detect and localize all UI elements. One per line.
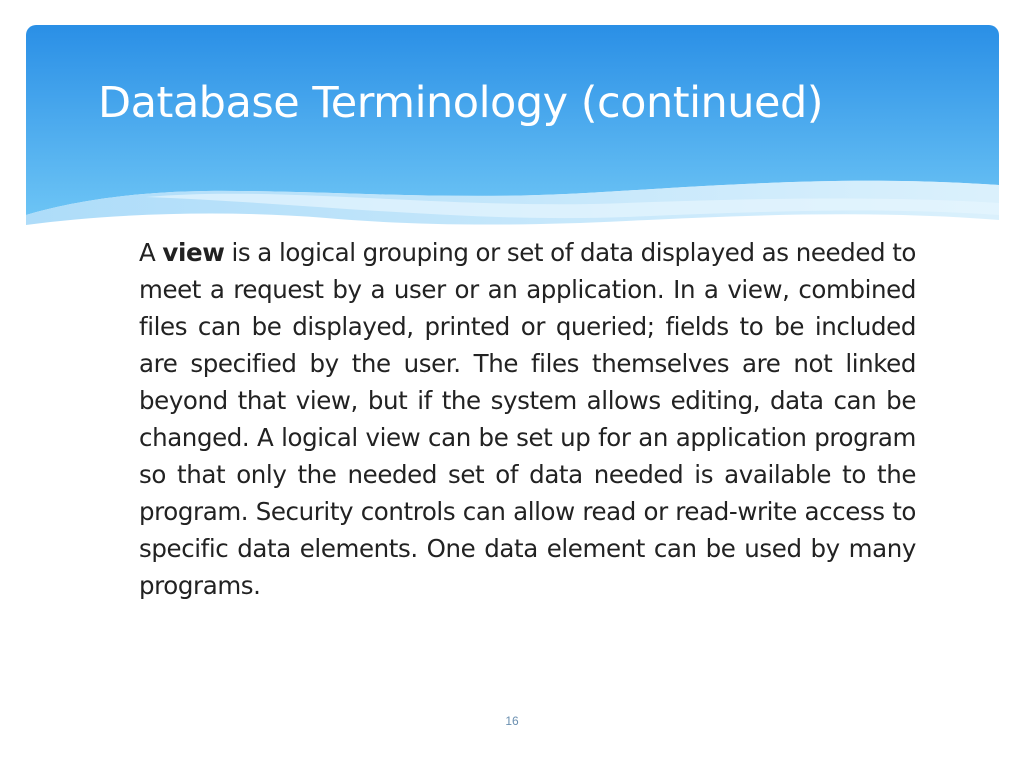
body-keyword-view: view xyxy=(162,238,225,267)
page-number: 16 xyxy=(505,714,519,728)
body-text: is a logical grouping or set of data displayed as needed to meet a request by a user or an application. In a view, combined files can be displayed, printed or queried; fields to be included are specified by the user. The files themselves are not linked beyond that view, but if the system allows editing, data can be changed. A logical view can be set up for an application program so that only the needed set of data needed is available to the program. Security controls can allow read or read-write access to specific data elements. One data element can be used by many programs. xyxy=(139,238,916,600)
slide-title: Database Terminology (continued) xyxy=(98,78,824,128)
body-prefix: A xyxy=(139,238,163,267)
slide-body-paragraph xyxy=(139,234,916,604)
slide-header-banner xyxy=(26,25,999,245)
header-wave-graphic xyxy=(26,25,999,245)
